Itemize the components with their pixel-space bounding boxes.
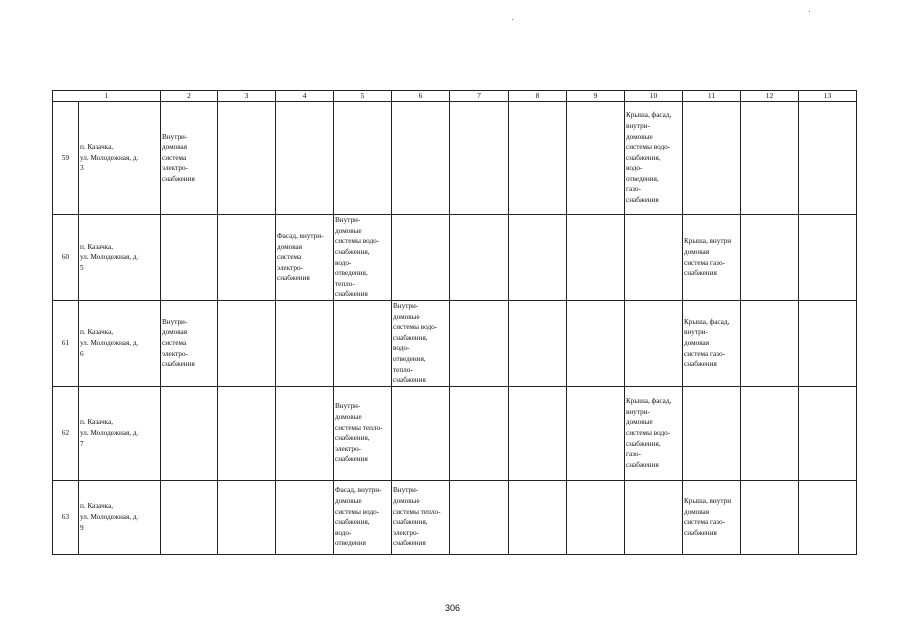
- header-cell: 9: [567, 91, 625, 102]
- work-cell: [509, 480, 567, 554]
- work-cell: [799, 480, 857, 554]
- work-cell: [567, 480, 625, 554]
- header-cell: 4: [276, 91, 334, 102]
- header-row: [53, 91, 857, 102]
- table-row: [53, 480, 857, 554]
- work-cell: Крыша, внутри домовая система газо- снабжения: [683, 480, 741, 554]
- work-cell: [161, 480, 218, 554]
- work-cell: Крыша, фасад, внутри- домовая система газо- снабжения: [683, 301, 741, 387]
- work-cell: [741, 386, 799, 480]
- work-cell: [799, 102, 857, 215]
- work-cell: Крыша, фасад, внутри- домовые системы водо- снабжения, газо- снабжения: [625, 386, 683, 480]
- work-cell: Внутри- домовые системы тепло- снабжения, электро- снабжения: [334, 386, 392, 480]
- work-cell: [161, 215, 218, 301]
- work-cell: [567, 301, 625, 387]
- work-cell: [218, 301, 276, 387]
- address-cell: п. Казачка, ул. Молодежная, д. 9: [79, 480, 161, 554]
- table-row: [53, 102, 857, 215]
- work-cell: [450, 215, 509, 301]
- work-cell: [683, 102, 741, 215]
- row-number: 63: [53, 480, 79, 554]
- work-cell: [276, 102, 334, 215]
- work-cell: [567, 386, 625, 480]
- header-cell: 7: [450, 91, 509, 102]
- row-number: 62: [53, 386, 79, 480]
- work-cell: [218, 215, 276, 301]
- work-cell: Крыша, фасад, внутри- домовые системы водо- снабжения, водо- отведения, газо- снабжения: [625, 102, 683, 215]
- header-cell: 8: [509, 91, 567, 102]
- work-cell: [334, 301, 392, 387]
- work-cell: [161, 386, 218, 480]
- work-cell: [334, 102, 392, 215]
- table-row: [53, 215, 857, 301]
- header-cell: 3: [218, 91, 276, 102]
- work-cell: [450, 480, 509, 554]
- work-cell: [276, 301, 334, 387]
- work-cell: [218, 480, 276, 554]
- work-cell: [741, 480, 799, 554]
- work-cell: [276, 480, 334, 554]
- work-cell: [509, 102, 567, 215]
- work-cell: [625, 215, 683, 301]
- work-cell: [799, 386, 857, 480]
- row-number: 60: [53, 215, 79, 301]
- scan-speck: [512, 19, 513, 20]
- work-cell: [741, 215, 799, 301]
- work-cell: [276, 386, 334, 480]
- work-cell: [218, 102, 276, 215]
- work-cell: [625, 301, 683, 387]
- work-cell: Внутри- домовые системы тепло- снабжения, электро- снабжения: [392, 480, 450, 554]
- work-cell: [450, 301, 509, 387]
- work-cell: Внутри- домовая система электро- снабжения: [161, 301, 218, 387]
- header-cell: 1: [53, 91, 161, 102]
- row-number: 59: [53, 102, 79, 215]
- work-cell: Фасад, внутри- домовая система электро- снабжения: [276, 215, 334, 301]
- address-cell: п. Казачка, ул. Молодежная, д. 7: [79, 386, 161, 480]
- row-number: 61: [53, 301, 79, 387]
- work-cell: [799, 215, 857, 301]
- work-cell: Фасад, внутри- домовые системы водо- снабжения, водо- отведения: [334, 480, 392, 554]
- repair-schedule-table: [52, 90, 857, 555]
- work-cell: [218, 386, 276, 480]
- address-cell: п. Казачка, ул. Молодежная, д. 3: [79, 102, 161, 215]
- work-cell: [683, 386, 741, 480]
- work-cell: [509, 386, 567, 480]
- work-cell: [741, 301, 799, 387]
- work-cell: [625, 480, 683, 554]
- address-cell: п. Казачка, ул. Молодежная, д. 6: [79, 301, 161, 387]
- work-cell: Внутри- домовые системы водо- снабжения, водо- отведения, тепло- снабжения: [334, 215, 392, 301]
- header-cell: 10: [625, 91, 683, 102]
- header-cell: 5: [334, 91, 392, 102]
- header-cell: 13: [799, 91, 857, 102]
- work-cell: [799, 301, 857, 387]
- work-cell: [392, 215, 450, 301]
- work-cell: [567, 215, 625, 301]
- work-cell: [392, 386, 450, 480]
- work-cell: [392, 102, 450, 215]
- work-cell: Крыша, внутри домовая система газо- снабжения: [683, 215, 741, 301]
- header-cell: 6: [392, 91, 450, 102]
- page-number: 306: [444, 603, 461, 613]
- work-cell: [741, 102, 799, 215]
- header-cell: 11: [683, 91, 741, 102]
- work-cell: [567, 102, 625, 215]
- header-cell: 12: [741, 91, 799, 102]
- header-cell: 2: [161, 91, 218, 102]
- table-row: [53, 386, 857, 480]
- scan-speck: [809, 11, 810, 12]
- work-cell: Внутри- домовые системы водо- снабжения, водо- отведения, тепло- снабжения: [392, 301, 450, 387]
- work-cell: Внутри- домовая система электро- снабжения: [161, 102, 218, 215]
- work-cell: [450, 102, 509, 215]
- table-row: [53, 301, 857, 387]
- address-cell: п. Казачка, ул. Молодежная, д. 5: [79, 215, 161, 301]
- work-cell: [509, 215, 567, 301]
- work-cell: [450, 386, 509, 480]
- work-cell: [509, 301, 567, 387]
